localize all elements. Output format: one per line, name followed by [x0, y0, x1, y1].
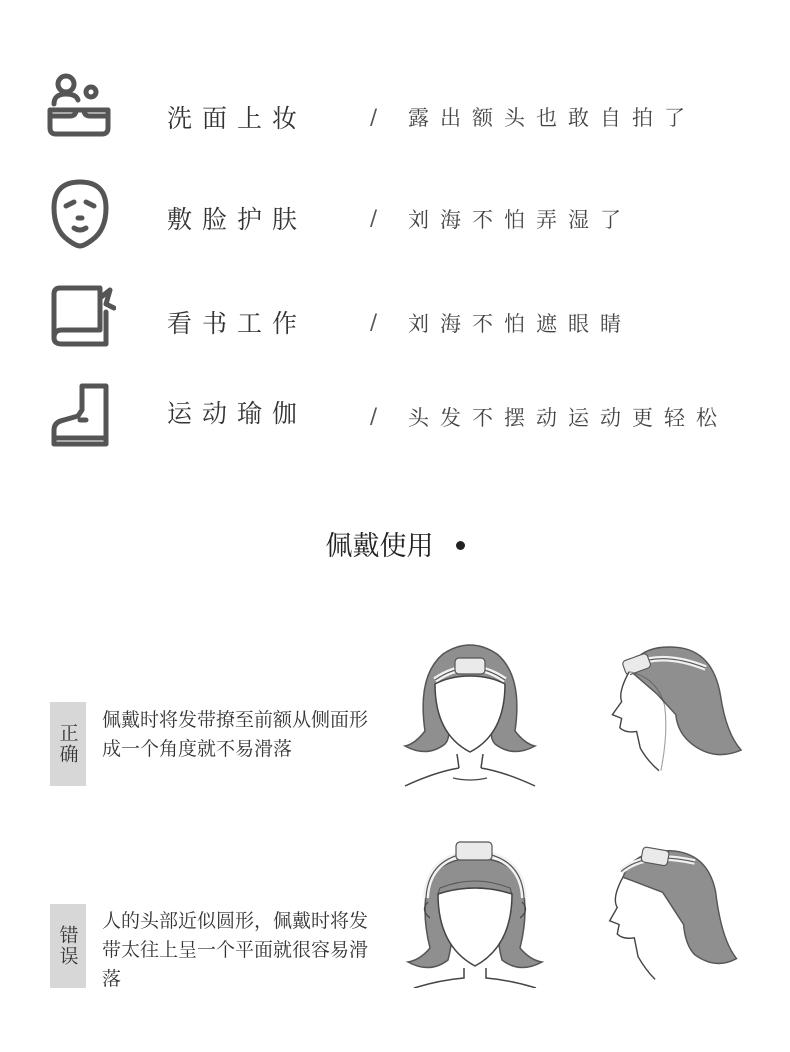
feature-desc: 刘海不怕弄湿了	[408, 208, 632, 232]
wrong-side-illustration	[600, 845, 750, 987]
feature-row	[0, 282, 790, 372]
correct-front-illustration	[395, 635, 545, 787]
feature-separator: /	[370, 310, 378, 334]
book-icon	[44, 282, 116, 354]
face-mask-icon	[44, 178, 116, 250]
boot-icon	[44, 380, 116, 452]
feature-desc: 头发不摆动运动更轻松	[408, 406, 728, 430]
feature-separator: /	[370, 105, 378, 129]
wrong-front-illustration	[400, 838, 550, 988]
face-wash-icon	[44, 72, 116, 144]
section-title	[0, 524, 790, 563]
feature-desc: 刘海不怕遮眼睛	[408, 312, 632, 336]
feature-separator: /	[370, 206, 378, 230]
usage-description: 佩戴时将发带撩至前额从侧面形成一个角度就不易滑落	[102, 709, 369, 760]
feature-title: 洗面上妆	[167, 104, 308, 133]
wrong-tag	[50, 904, 86, 988]
usage-description: 人的头部近似圆形，佩戴时将发带太往上呈一个平面就很容易滑落	[102, 910, 369, 990]
feature-desc: 露出额头也敢自拍了	[408, 106, 696, 130]
tag-label: 错误	[56, 925, 79, 967]
section-title-text: 佩戴使用	[325, 531, 434, 562]
tag-label: 正确	[56, 723, 79, 765]
feature-row	[0, 380, 790, 470]
feature-separator: /	[370, 404, 378, 428]
feature-title: 敷脸护肤	[167, 205, 308, 234]
bullet-dot-icon	[456, 541, 465, 550]
correct-side-illustration	[598, 640, 748, 780]
feature-row	[0, 178, 790, 268]
correct-tag	[50, 702, 86, 786]
feature-row	[0, 72, 790, 162]
feature-title: 看书工作	[167, 309, 308, 338]
feature-title: 运动瑜伽	[167, 399, 308, 428]
